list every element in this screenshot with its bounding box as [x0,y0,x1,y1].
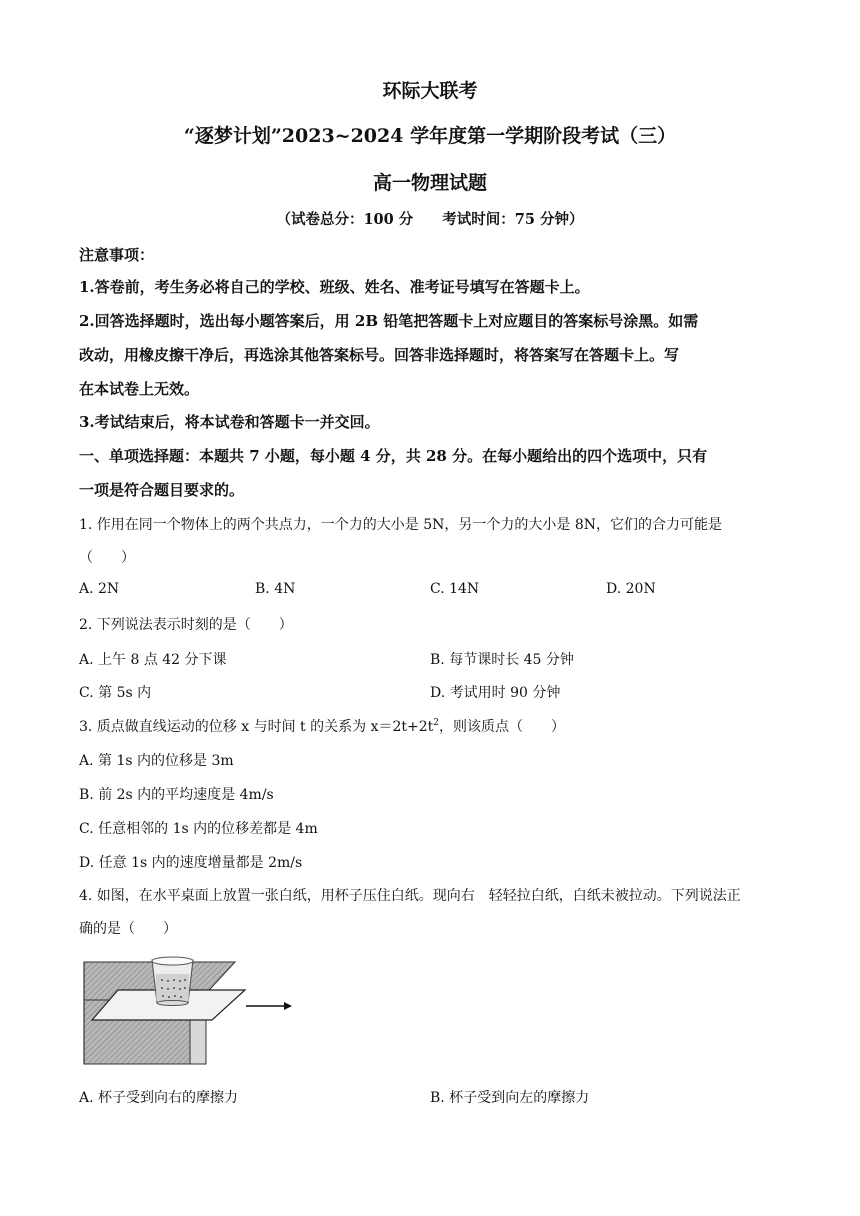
question-4-stem-cont: 确的是（ ） [79,921,177,937]
q2-option-d: D. 考试用时 90 分钟 [430,685,561,701]
section-heading-cont: 一项是符合题目要求的。 [79,481,245,499]
question-1-stem: 1. 作用在同一个物体上的两个共点力，一个力的大小是 5N，另一个力的大小是 8N，它们的合力可能是 [79,517,723,533]
note-item: 2.回答选择题时，选出每小题答案后，用 2B 铅笔把答题卡上对应题目的答案标号涂黑。如需 [79,312,699,330]
note-item: 在本试卷上无效。 [79,380,200,398]
note-item: 3.考试结束后，将本试卷和答题卡一并交回。 [79,413,380,431]
note-item: 1.答卷前，考生务必将自己的学校、班级、姓名、准考证号填写在答题卡上。 [79,278,590,296]
q3-option-c: C. 任意相邻的 1s 内的位移差都是 4m [79,821,318,837]
q2-option-b: B. 每节课时长 45 分钟 [430,652,574,668]
cup [152,957,193,1006]
note-item: 改动，用橡皮擦干净后，再选涂其他答案标号。回答非选择题时，将答案写在答题卡上。写 [79,346,680,364]
q3-stem-exponent: 2 [433,718,440,728]
q2-option-a: A. 上午 8 点 42 分下课 [79,652,227,668]
q1-option-d: D. 20N [606,581,656,597]
q1-option-a: A. 2N [79,581,120,597]
q1-option-b: B. 4N [255,581,296,597]
q2-option-c: C. 第 5s 内 [79,685,152,701]
question-2-stem: 2. 下列说法表示时刻的是（ ） [79,617,293,633]
subject-title: 高一物理试题 [372,172,487,194]
question-4-stem: 4. 如图，在水平桌面上放置一张白纸，用杯子压住白纸。现向右 轻轻拉白纸，白纸未被拉动。下列说法正 [79,888,741,904]
q3-stem-text: 3. 质点做直线运动的位移 x 与时间 t 的关系为 x＝2t+2t [79,719,434,735]
pull-arrow-icon [246,1002,292,1010]
q4-option-b: B. 杯子受到向左的摩擦力 [430,1090,590,1106]
org-title: 环际大联考 [382,80,478,102]
question-1-stem-cont: （ ） [79,550,135,566]
q3-option-a: A. 第 1s 内的位移是 3m [79,753,234,769]
q4-option-a: A. 杯子受到向右的摩擦力 [79,1090,239,1106]
q3-option-d: D. 任意 1s 内的速度增量都是 2m/s [79,855,303,871]
exam-title: “逐梦计划”2023~2024 学年度第一学期阶段考试（三） [183,125,677,147]
notes-heading: 注意事项： [79,246,155,264]
section-heading: 一、单项选择题：本题共 7 小题，每小题 4 分，共 28 分。在每小题给出的四个选项中，只有 [79,447,708,465]
question-3-stem [79,716,565,736]
q3-stem-text-end: ，则该质点（ ） [439,719,566,735]
cup-paper-table-figure [80,952,300,1070]
q3-option-b: B. 前 2s 内的平均速度是 4m/s [79,787,274,803]
q1-option-c: C. 14N [430,581,480,597]
exam-info: （试卷总分：100 分 考试时间：75 分钟） [276,211,584,228]
